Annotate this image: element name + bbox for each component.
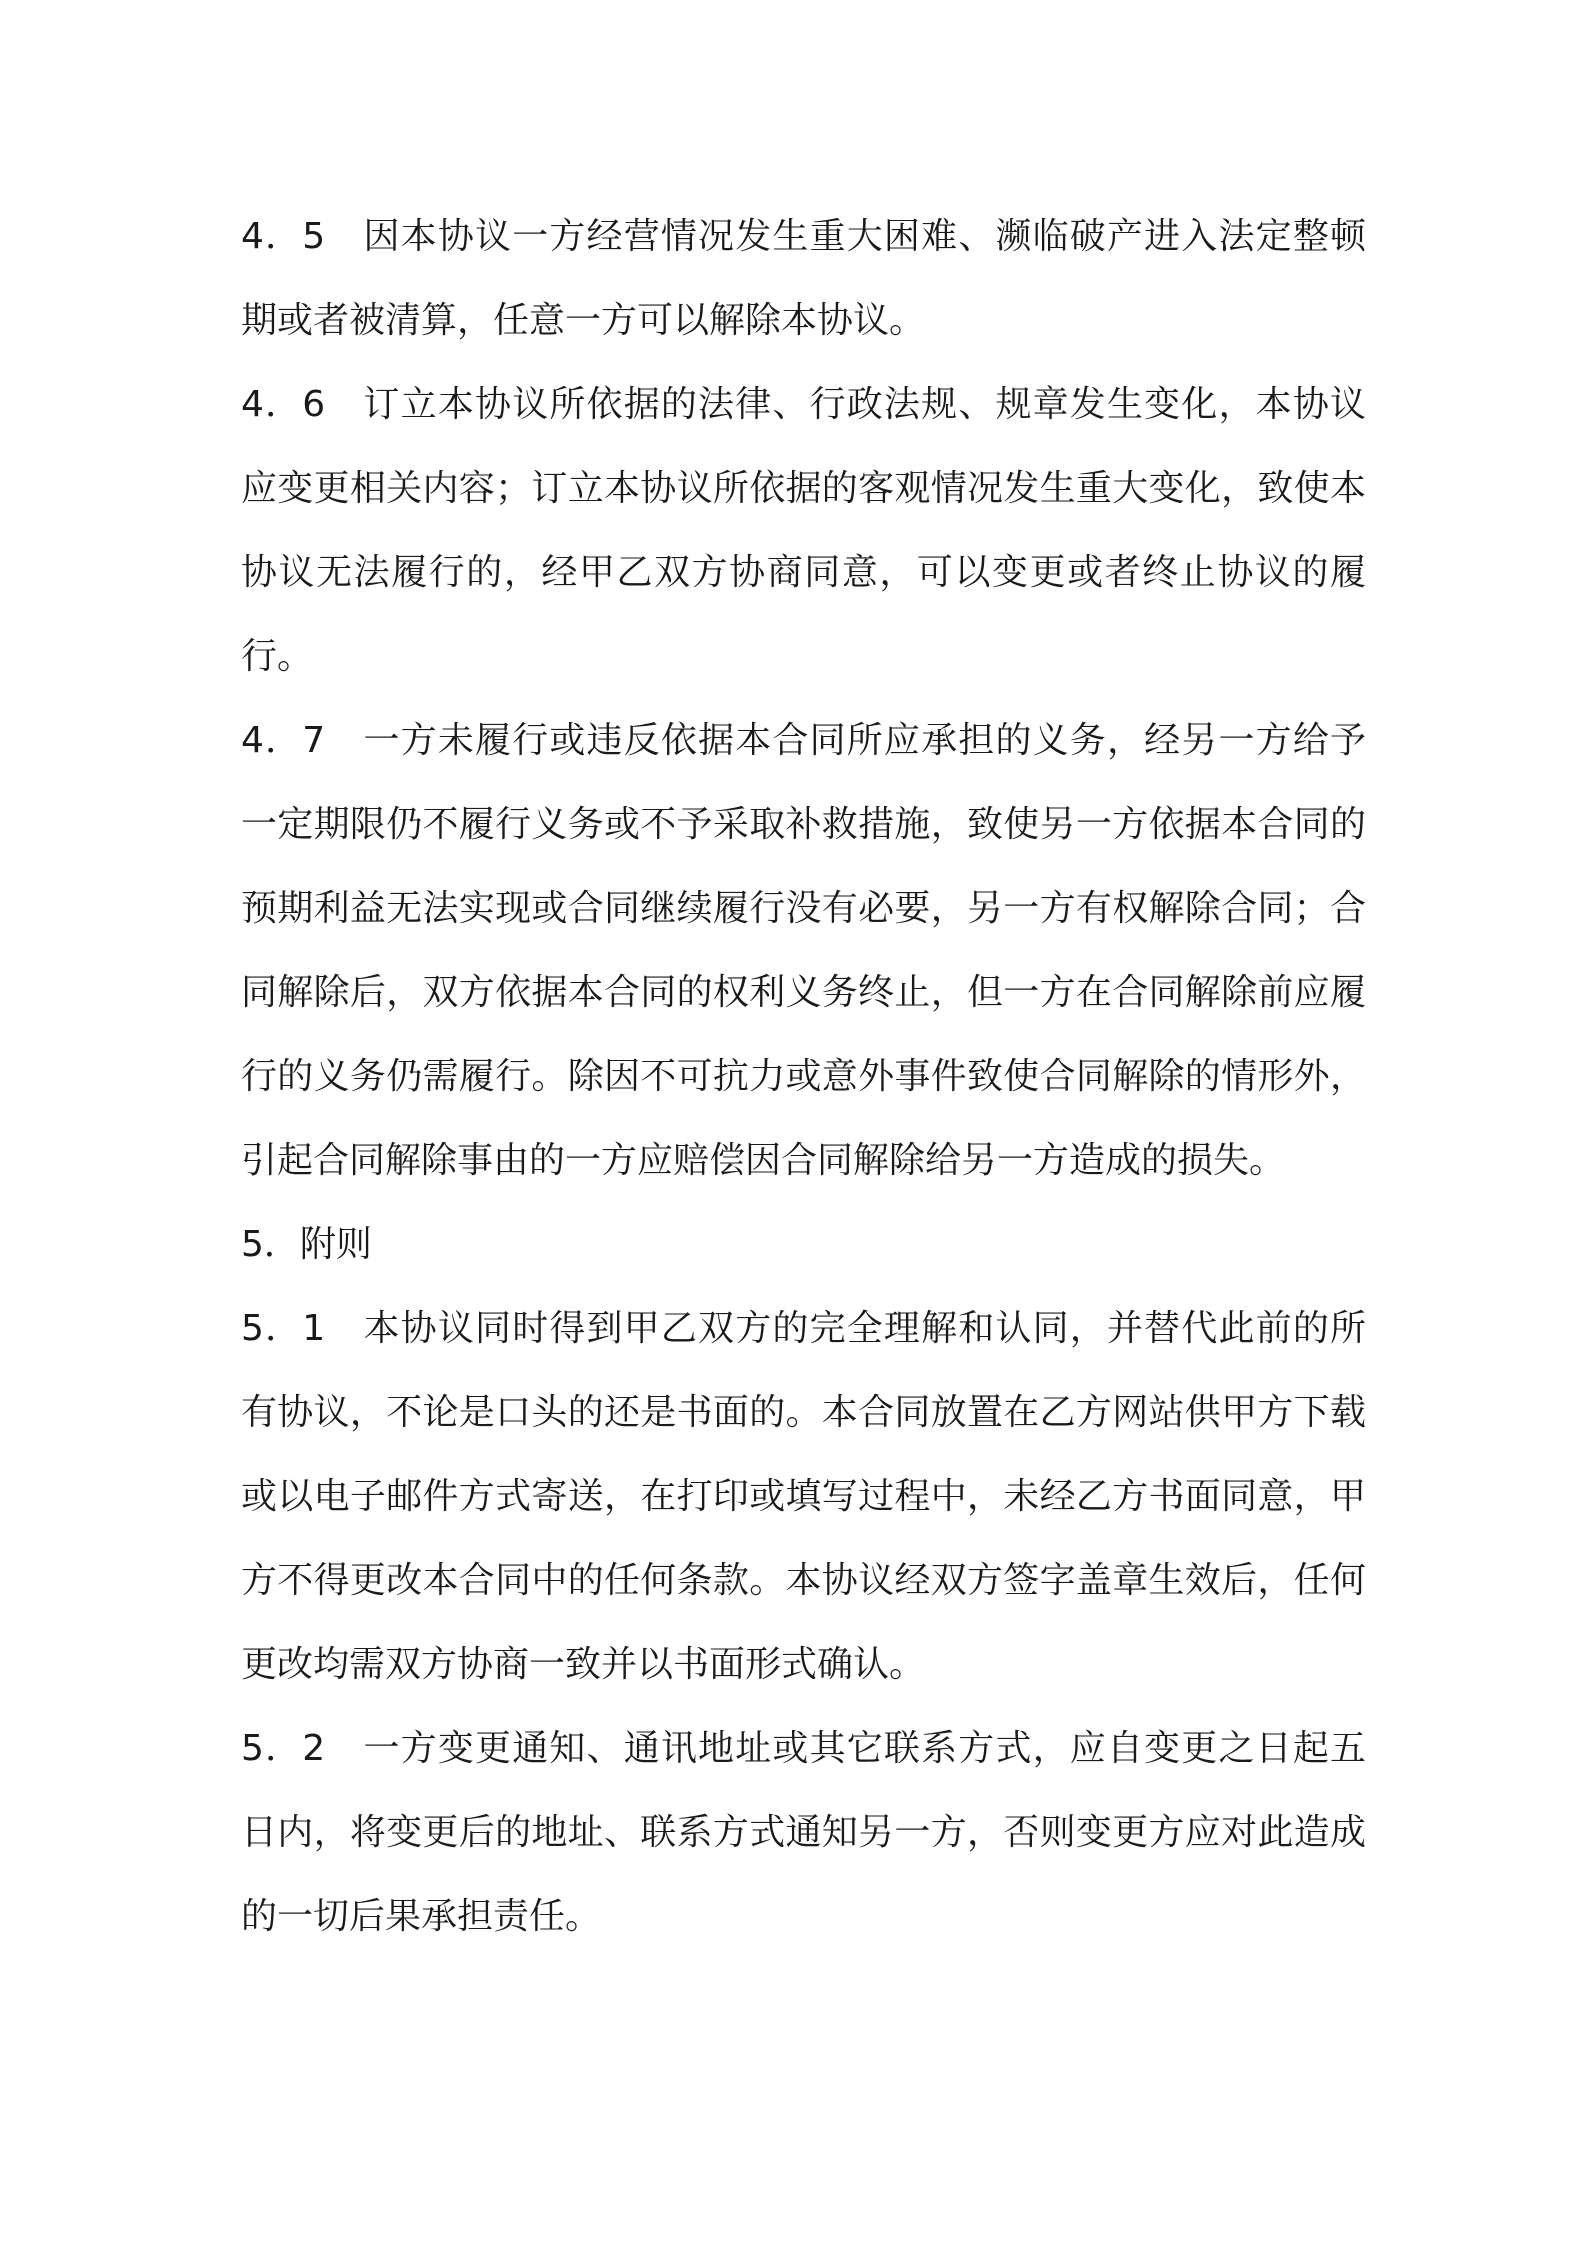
clause-5-2: 5．2 一方变更通知、通讯地址或其它联系方式，应自变更之日起五日内，将变更后的地址、联系方式通知另一方，否则变更方应对此造成的一切后果承担责任。	[241, 1728, 1366, 1937]
clause-5-1: 5．1 本协议同时得到甲乙双方的完全理解和认同，并替代此前的所有协议，不论是口头的还是书面的。本合同放置在乙方网站供甲方下载或以电子邮件方式寄送，在打印或填写过程中，未经乙方书面同意，甲方不得更改本合同中的任何条款。本协议经双方签字盖章生效后，任何更改均需双方协商一致并以书面形式确认。	[241, 1308, 1366, 1685]
clause-4-7: 4．7 一方未履行或违反依据本合同所应承担的义务，经另一方给予一定期限仍不履行义务或不予采取补救措施，致使另一方依据本合同的预期利益无法实现或合同继续履行没有必要，另一方有权解除合同；合同解除后，双方依据本合同的权利义务终止，但一方在合同解除前应履行的义务仍需履行。除因不可抗力或意外事件致使合同解除的情形外，引起合同解除事由的一方应赔偿因合同解除给另一方造成的损失。	[241, 720, 1366, 1181]
clause-4-6: 4．6 订立本协议所依据的法律、行政法规、规章发生变化，本协议应变更相关内容；订立本协议所依据的客观情况发生重大变化，致使本协议无法履行的，经甲乙双方协商同意，可以变更或者终止协议的履行。	[241, 384, 1366, 677]
document-body	[241, 195, 1366, 1959]
section-5-heading: 5．附则	[241, 1224, 372, 1265]
clause-4-5: 4．5 因本协议一方经营情况发生重大困难、濒临破产进入法定整顿期或者被清算，任意一方可以解除本协议。	[241, 216, 1366, 341]
